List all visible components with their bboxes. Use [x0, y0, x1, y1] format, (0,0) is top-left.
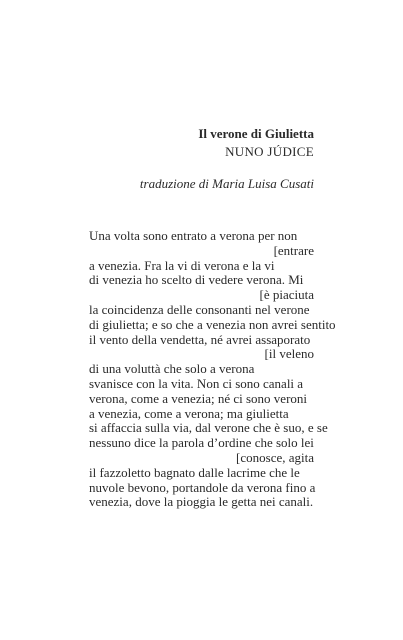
poem-line: di una voluttà che solo a verona	[89, 361, 255, 377]
poem-line: nuvole bevono, portandole da verona fino a	[89, 479, 316, 495]
poem-line: Una volta sono entrato a verona per non	[89, 228, 298, 243]
poem-line: si affaccia sulla via, dal verone che è suo, e se	[89, 420, 328, 436]
poem-body	[89, 228, 336, 510]
poem-line: venezia, dove la pioggia le getta nei canali.	[89, 494, 314, 510]
poem-translator: traduzione di Maria Luisa Cusati	[139, 176, 314, 191]
poem-line-continuation: [il veleno	[264, 346, 314, 362]
poem-line: a venezia. Fra la vi di verona e la vi	[89, 257, 275, 273]
poem-title: Il verone di Giulietta	[198, 126, 314, 141]
poem-line: il fazzoletto bagnato dalle lacrime che le	[89, 464, 300, 480]
poem-header	[140, 125, 314, 193]
poem-line: di giulietta; e so che a venezia non avrei sentito	[89, 316, 336, 332]
poem-line: svanisce con la vita. Non ci sono canali a	[89, 375, 304, 391]
poem-line-continuation: [conosce, agita	[236, 449, 314, 465]
poem-line: la coincidenza delle consonanti nel verone	[89, 301, 310, 317]
poem-line: nessuno dice la parola d’ordine che solo lei	[89, 435, 314, 451]
poem-line-continuation: [è piaciuta	[259, 287, 314, 303]
poem-line: di venezia ho scelto di vedere verona. Mi	[89, 272, 304, 288]
poem-line: a venezia, come a verona; ma giulietta	[89, 405, 289, 421]
poem-line-continuation: [entrare	[273, 242, 314, 258]
poem-line: verona, come a venezia; né ci sono veroni	[89, 390, 308, 406]
poem-author: NUNO JÚDICE	[225, 144, 314, 159]
poem-line: il vento della vendetta, né avrei assaporato	[89, 331, 311, 347]
